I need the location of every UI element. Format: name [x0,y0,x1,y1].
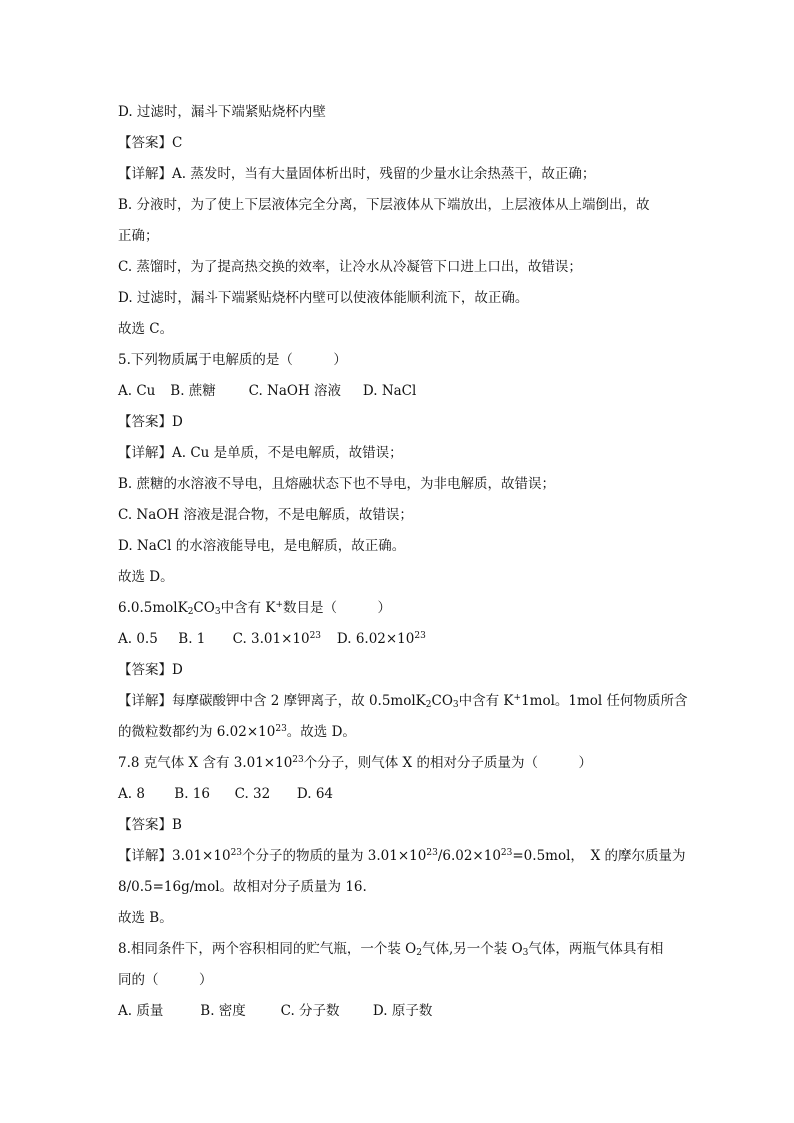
q8-option-c: C. 分子数 [280,1003,340,1019]
q6-stem: $6.0.5molK_2CO_3$中含有 K+数目是（ ） [118,600,391,617]
q4-option-d: D. 过滤时，漏斗下端紧贴烧杯内壁 [118,104,326,120]
q8-stem-2: 同的（ ） [118,972,213,988]
q6-option-b: B. 1 [178,631,206,647]
q7-options [118,782,678,813]
q5-detail-3: C. NaOH 溶液是混合物，不是电解质，故错误； [118,507,413,523]
document-page [118,100,688,1030]
q5-answer: 【答案】D [118,414,183,430]
q4-detail-3: C. 蒸馏时，为了提高热交换的效率，让冷水从冷凝管下口进上口出，故错误； [118,259,582,275]
q5-options [118,379,678,410]
q4-detail-2a: B. 分液时，为了使上下层液体完全分离，下层液体从下端放出，上层液体从上端倒出，故 [118,197,650,213]
q6-option-a: A. 0.5 [118,631,158,647]
q6-option-c: C. $3.01\times 10^{23}$ [232,631,322,647]
q4-conclusion: 故选 C。 [118,321,174,337]
q7-detail-2: 8/0.5=16g/mol。故相对分子质量为 16. [118,879,367,895]
q6-answer: 【答案】D [118,662,183,678]
q7-answer: 【答案】B [118,817,182,833]
q7-option-b: B. 16 [174,786,210,802]
q6-detail-1: 【详解】每摩碳酸钾中含 2 摩钾离子，故 $0.5molK_2CO_3$中含有 K+1mol。1mol 任何物质所含 [118,693,688,710]
q7-option-a: A. 8 [118,786,145,802]
q5-option-b: B. 蔗糖 [170,383,216,399]
q8-options [118,999,678,1030]
q4-detail-4: D. 过滤时，漏斗下端紧贴烧杯内壁可以使液体能顺利流下，故正确。 [118,290,529,306]
q4-detail-1: 【详解】A. 蒸发时，当有大量固体析出时，残留的少量水让余热蒸干，故正确； [118,166,596,182]
q7-detail-1: 【详解】$3.01\times 10^{23}$个分子的物质的量为 $3.01\times 10^{23}/6.02\times 10^{23}=0.5mol$， X 的摩尔质量为 [118,848,686,864]
q8-option-b: B. 密度 [200,1003,246,1019]
q6-option-d: D. $6.02\times 10^{23}$ [336,631,426,647]
q4-detail-2b: 正确； [118,228,159,244]
q8-option-d: D. 原子数 [372,1003,433,1019]
q4-answer: 【答案】C [118,135,183,151]
q6-detail-2: 的微粒数都约为 $6.02\times 10^{23}$。故选 D。 [118,724,356,740]
q7-stem: 7.8 克气体 X 含有 $3.01\times 10^{23}$个分子，则气体 X 的相对分子质量为（ ） [118,755,592,771]
q7-option-d: D. 64 [296,786,333,802]
q5-conclusion: 故选 D。 [118,569,174,585]
q5-detail-4: D. NaCl 的水溶液能导电，是电解质，故正确。 [118,538,406,554]
q5-option-a: A. Cu [118,383,156,399]
q7-conclusion: 故选 B。 [118,910,173,926]
q5-detail-2: B. 蔗糖的水溶液不导电，且熔融状态下也不导电，为非电解质，故错误； [118,476,556,492]
q6-options [118,627,678,658]
q7-option-c: C. 32 [234,786,271,802]
q8-option-a: A. 质量 [118,1003,164,1019]
q5-option-d: D. NaCl [362,383,417,399]
q5-option-c: C. NaOH 溶液 [248,383,342,399]
q8-stem: 8.相同条件下，两个容积相同的贮气瓶，一个装 $O_2$气体,另一个装 $O_3$气体，两瓶气体具有相 [118,941,664,958]
q5-stem: 5.下列物质属于电解质的是（ ） [118,352,347,368]
q5-detail-1: 【详解】A. Cu 是单质，不是电解质，故错误； [118,445,403,461]
